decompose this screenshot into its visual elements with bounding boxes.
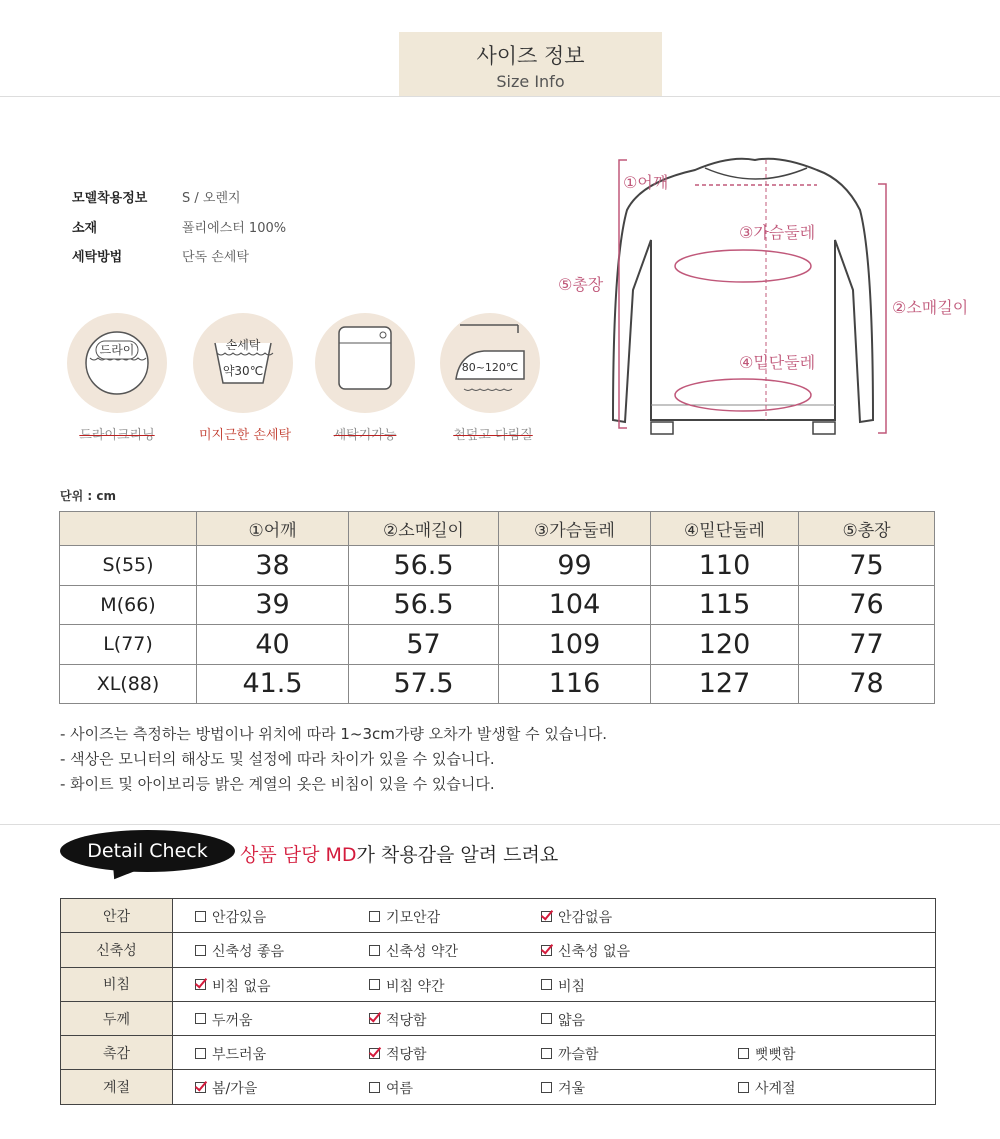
- page-subtitle: Size Info: [496, 72, 565, 91]
- detail-row-label: 안감: [61, 899, 173, 933]
- size-value-cell: 77: [799, 625, 935, 665]
- table-row: [61, 899, 936, 933]
- size-value-cell: 57: [349, 625, 499, 665]
- size-header-cell: ③가슴둘레: [499, 512, 651, 546]
- size-table: [59, 511, 935, 704]
- checkbox: [369, 911, 380, 922]
- option-item: [541, 941, 630, 961]
- care-icon-temp: 약30℃: [222, 364, 264, 378]
- care-label: 미지근한 손세탁: [198, 428, 292, 443]
- option-label: 신축성 좋음: [212, 944, 285, 961]
- size-table-header: [60, 512, 935, 546]
- diagram-label-hem: ④밑단둘레: [739, 353, 816, 372]
- size-value-cell: 99: [499, 546, 651, 586]
- table-row: [61, 933, 936, 967]
- checkbox: [195, 945, 206, 956]
- option-item: [369, 1078, 413, 1098]
- info-value: S / 오렌지: [182, 191, 241, 206]
- size-value-cell: 39: [197, 585, 349, 625]
- detail-options: [173, 1070, 936, 1104]
- option-label: 안감없음: [558, 910, 613, 926]
- checkbox: [738, 1048, 749, 1059]
- detail-options: [173, 1036, 936, 1070]
- option-label: 사계절: [755, 1081, 796, 1098]
- detail-row-label: 촉감: [61, 1036, 173, 1070]
- option-item: [541, 976, 585, 996]
- size-value-cell: 56.5: [349, 585, 499, 625]
- option-label: 봄/가을: [212, 1081, 258, 1098]
- washing-machine-icon: [315, 313, 415, 413]
- size-info-title-box: [399, 32, 662, 96]
- hand-wash-icon: [193, 313, 293, 413]
- table-row: [60, 585, 935, 625]
- option-label: 겨울: [558, 1081, 586, 1098]
- page-title: 사이즈 정보: [476, 44, 585, 68]
- care-label: 세탁기가능: [333, 428, 397, 443]
- size-value-cell: 56.5: [349, 546, 499, 586]
- option-item: [369, 976, 445, 996]
- option-item: [195, 1044, 266, 1064]
- note-line: - 색상은 모니터의 해상도 및 설정에 따라 차이가 있을 수 있습니다.: [60, 750, 495, 768]
- size-value-cell: 104: [499, 585, 651, 625]
- size-notes: [60, 722, 607, 797]
- option-label: 신축성 없음: [558, 944, 631, 961]
- size-name-cell: L(77): [60, 625, 197, 665]
- care-icon-text: 드라이: [99, 343, 135, 357]
- size-value-cell: 57.5: [349, 664, 499, 704]
- care-icon-text: 80~120℃: [461, 361, 519, 374]
- checkbox-checked: [541, 911, 552, 922]
- size-value-cell: 76: [799, 585, 935, 625]
- option-label: 기모안감: [386, 910, 441, 926]
- checkbox: [738, 1082, 749, 1093]
- detail-headline-rest: 가 착용감을 알려 드려요: [356, 844, 559, 866]
- size-value-cell: 127: [651, 664, 799, 704]
- option-item: [541, 1010, 585, 1030]
- option-item: [195, 1078, 257, 1098]
- info-value: 단독 손세탁: [182, 250, 249, 265]
- size-header-cell: ①어깨: [197, 512, 349, 546]
- divider: [0, 824, 1000, 825]
- option-item: [738, 1078, 796, 1098]
- table-row: [60, 664, 935, 704]
- option-label: 여름: [386, 1081, 414, 1098]
- diagram-label-chest: ③가슴둘레: [739, 223, 816, 242]
- diagram-label-length: ⑤총장: [558, 275, 604, 294]
- checkbox: [541, 979, 552, 990]
- unit-label: 단위 : cm: [60, 489, 116, 503]
- note-line: - 화이트 및 아이보리등 밝은 계열의 옷은 비침이 있을 수 있습니다.: [60, 775, 495, 793]
- info-label: 소재: [72, 221, 98, 236]
- diagram-label-sleeve: ②소매길이: [892, 298, 969, 317]
- checkbox: [369, 979, 380, 990]
- size-value-cell: 116: [499, 664, 651, 704]
- option-item: [195, 1010, 253, 1030]
- iron-icon: [440, 313, 540, 413]
- size-name-cell: S(55): [60, 546, 197, 586]
- checkbox-checked: [541, 945, 552, 956]
- checkbox: [195, 911, 206, 922]
- size-value-cell: 115: [651, 585, 799, 625]
- option-label: 부드러움: [212, 1047, 267, 1064]
- checkbox-checked: [195, 1082, 206, 1093]
- dry-clean-icon: [67, 313, 167, 413]
- care-label: 천덮고 다림질: [453, 428, 533, 443]
- option-label: 적당함: [386, 1012, 427, 1029]
- table-row: [61, 1036, 936, 1070]
- option-label: 까슬함: [558, 1047, 599, 1064]
- checkbox: [541, 1048, 552, 1059]
- note-line: - 사이즈는 측정하는 방법이나 위치에 따라 1~3cm가량 오차가 발생할 수 있습니다.: [60, 725, 608, 743]
- size-value-cell: 75: [799, 546, 935, 586]
- divider: [0, 96, 1000, 97]
- option-label: 신축성 약간: [386, 944, 459, 961]
- checkbox: [541, 1082, 552, 1093]
- size-value-cell: 110: [651, 546, 799, 586]
- table-row: [60, 625, 935, 665]
- checkbox-checked: [195, 979, 206, 990]
- size-value-cell: 40: [197, 625, 349, 665]
- detail-options: [173, 1001, 936, 1035]
- table-row: [60, 546, 935, 586]
- checkbox-checked: [369, 1048, 380, 1059]
- size-header-cell: ④밑단둘레: [651, 512, 799, 546]
- option-item: [369, 907, 440, 927]
- size-value-cell: 38: [197, 546, 349, 586]
- option-label: 적당함: [386, 1047, 427, 1064]
- option-label: 뻣뻣함: [755, 1047, 796, 1064]
- checkbox-checked: [369, 1013, 380, 1024]
- option-item: [541, 907, 612, 927]
- option-label: 비침: [558, 978, 586, 995]
- option-item: [369, 941, 458, 961]
- detail-headline: [240, 840, 558, 867]
- option-item: [195, 976, 271, 996]
- checkbox: [369, 1082, 380, 1093]
- option-label: 안감있음: [212, 910, 267, 926]
- size-name-cell: M(66): [60, 585, 197, 625]
- option-item: [195, 941, 284, 961]
- option-item: [195, 907, 266, 927]
- option-label: 비침 없음: [212, 978, 271, 995]
- size-value-cell: 78: [799, 664, 935, 704]
- checkbox: [195, 1013, 206, 1024]
- info-value: 폴리에스터 100%: [182, 221, 287, 236]
- option-item: [541, 1078, 585, 1098]
- info-label: 모델착용정보: [72, 191, 148, 206]
- diagram-label-shoulder: ①어깨: [623, 173, 669, 192]
- option-item: [369, 1010, 427, 1030]
- size-name-cell: XL(88): [60, 664, 197, 704]
- detail-check-badge: Detail Check: [60, 830, 235, 872]
- detail-row-label: 신축성: [61, 933, 173, 967]
- detail-headline-red: 상품 담당 MD: [240, 844, 357, 866]
- checkbox: [195, 1048, 206, 1059]
- detail-check-table: [60, 898, 936, 1105]
- table-row: [61, 1001, 936, 1035]
- size-header-cell: [60, 512, 197, 546]
- option-label: 비침 약간: [386, 978, 445, 995]
- care-label: 드라이크리닝: [79, 428, 155, 443]
- option-label: 두꺼움: [212, 1012, 253, 1029]
- size-value-cell: 109: [499, 625, 651, 665]
- detail-options: [173, 933, 936, 967]
- detail-options: [173, 899, 936, 933]
- checkbox: [541, 1013, 552, 1024]
- size-value-cell: 120: [651, 625, 799, 665]
- detail-row-label: 비침: [61, 967, 173, 1001]
- detail-options: [173, 967, 936, 1001]
- size-header-cell: ⑤총장: [799, 512, 935, 546]
- table-row: [61, 967, 936, 1001]
- table-row: [61, 1070, 936, 1104]
- garment-diagram: [555, 140, 1000, 450]
- info-label: 세탁방법: [72, 250, 123, 265]
- checkbox: [369, 945, 380, 956]
- care-icon-text: 손세탁: [225, 338, 261, 352]
- detail-row-label: 계절: [61, 1070, 173, 1104]
- option-label: 얇음: [558, 1012, 586, 1029]
- size-header-cell: ②소매길이: [349, 512, 499, 546]
- option-item: [369, 1044, 427, 1064]
- detail-row-label: 두께: [61, 1001, 173, 1035]
- option-item: [738, 1044, 796, 1064]
- size-value-cell: 41.5: [197, 664, 349, 704]
- option-item: [541, 1044, 599, 1064]
